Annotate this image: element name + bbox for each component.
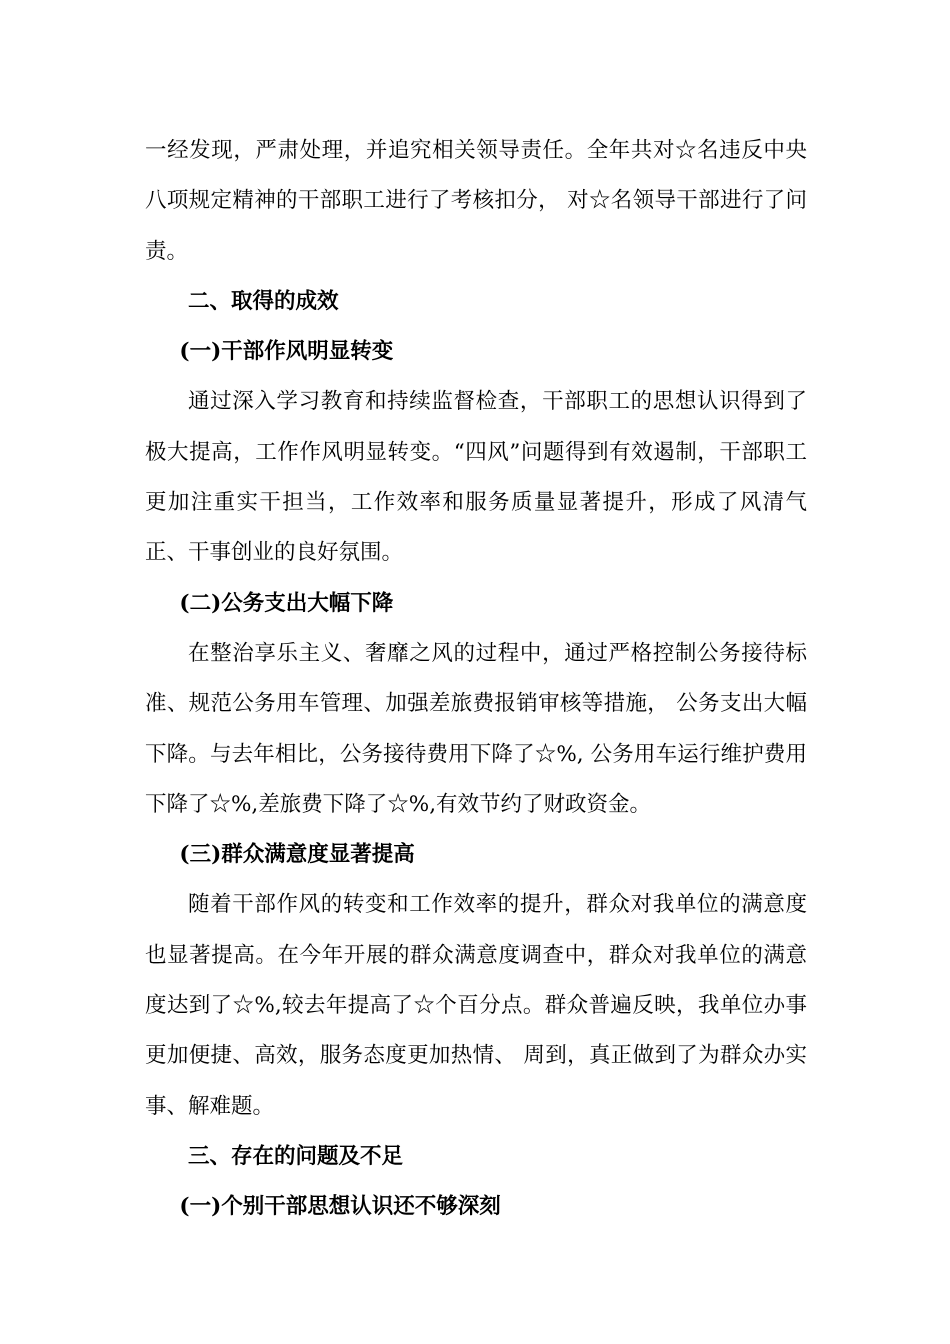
paragraph-discipline-continued: 一经发现，严肃处理，并追究相关领导责任。全年共对☆名违反中央八项规定精神的干部职工进行了考核扣分， 对☆名领导干部进行了问责。	[145, 138, 807, 264]
subheading-public-spending: (二)公务支出大幅下降	[179, 590, 394, 616]
paragraph-cadre-style: 通过深入学习教育和持续监督检查，干部职工的思想认识得到了极大提高，工作作风明显转变。“四风”问题得到有效遏制，干部职工更加注重实干担当，工作效率和服务质量显著提升，形成了风清气正、干事创业的良好氛围。	[145, 389, 807, 566]
section-heading-achievements: 二、取得的成效	[188, 288, 339, 314]
subheading-ideological-awareness: (一)个别干部思想认识还不够深刻	[179, 1194, 501, 1220]
section-heading-problems: 三、存在的问题及不足	[188, 1143, 404, 1169]
paragraph-public-spending: 在整治享乐主义、奢靡之风的过程中，通过严格控制公务接待标准、规范公务用车管理、加强差旅费报销审核等措施， 公务支出大幅下降。与去年相比，公务接待费用下降了☆%, 公务用车运行维护费用下降了☆%,差旅费下降了☆%,有效节约了财政资金。	[145, 640, 807, 817]
subheading-public-satisfaction: (三)群众满意度显著提高	[179, 842, 415, 868]
paragraph-public-satisfaction: 随着干部作风的转变和工作效率的提升，群众对我单位的满意度也显著提高。在今年开展的群众满意度调查中，群众对我单位的满意度达到了☆%,较去年提高了☆个百分点。群众普遍反映，我单位办事更加便捷、高效，服务态度更加热情、 周到，真正做到了为群众办实事、解难题。	[145, 892, 807, 1119]
subheading-cadre-style: (一)干部作风明显转变	[179, 339, 394, 365]
document-body	[145, 126, 807, 1233]
